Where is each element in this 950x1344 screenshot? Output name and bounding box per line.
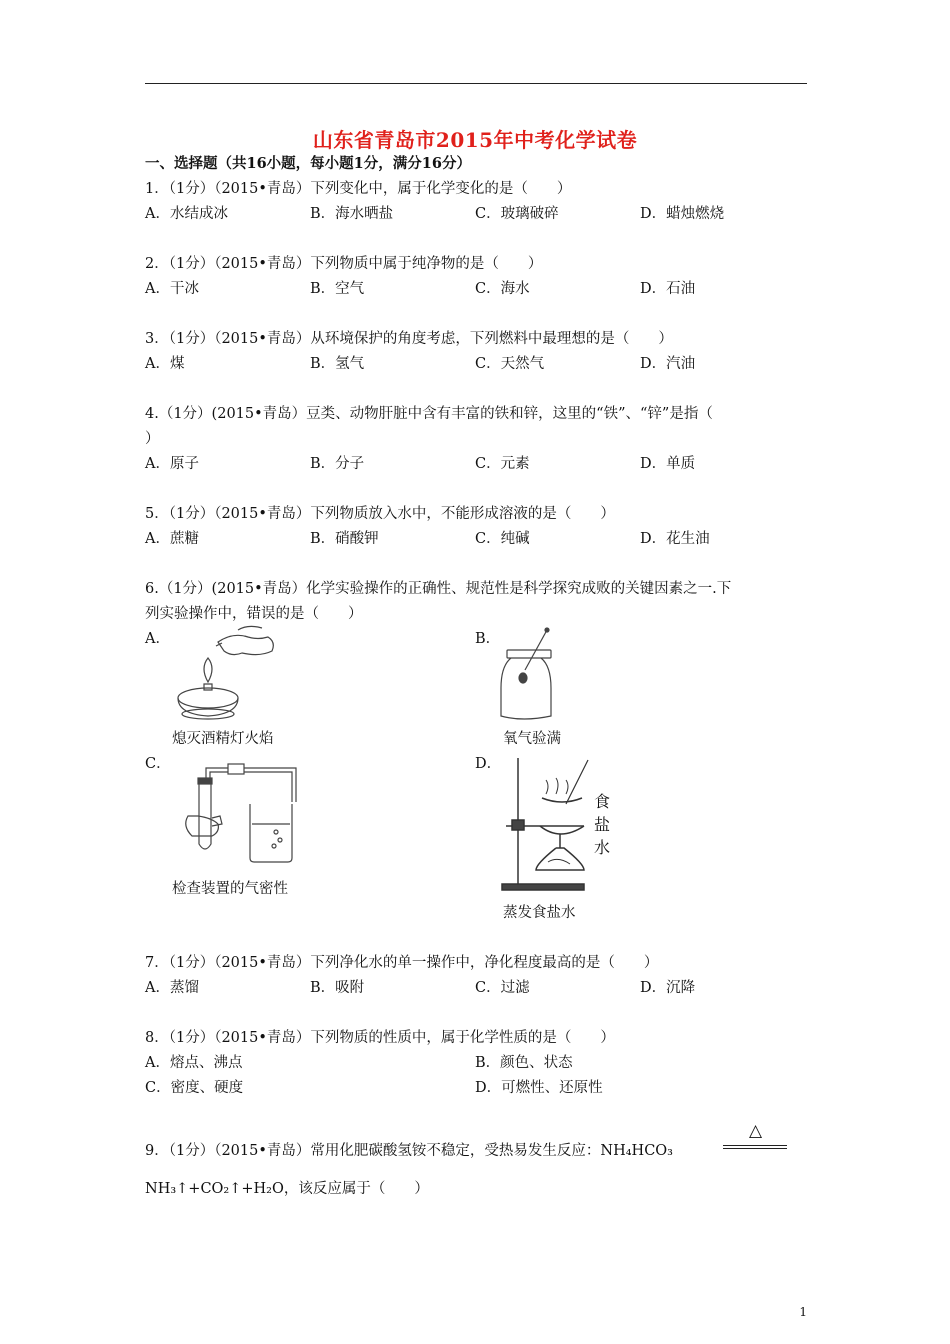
question-1-option-d[interactable]: D．蜡烛燃烧: [640, 206, 725, 222]
equals-bottom-line: [723, 1148, 787, 1149]
equals-top-line: [723, 1145, 787, 1146]
question-9-stem: 9．（1分）（2015•青岛）常用化肥碳酸氢铵不稳定，受热易发生反应：NH₄HCO₃: [145, 1143, 673, 1159]
question-3-option-a[interactable]: A．煤: [145, 356, 185, 372]
question-4-option-a[interactable]: A．原子: [145, 456, 199, 472]
page-number: 1: [799, 1305, 807, 1319]
airtightness-check-figure: [168, 758, 298, 868]
question-2-stem: 2．（1分）（2015•青岛）下列物质中属于纯净物的是（ ）: [145, 256, 543, 272]
question-7-stem: 7．（1分）（2015•青岛）下列净化水的单一操作中，净化程度最高的是（ ）: [145, 955, 659, 971]
question-8-stem: 8．（1分）（2015•青岛）下列物质的性质中，属于化学性质的是（ ）: [145, 1030, 615, 1046]
question-1-stem: 1．（1分）（2015•青岛）下列变化中，属于化学变化的是（ ）: [145, 181, 572, 197]
question-5-option-c[interactable]: C．纯碱: [475, 531, 530, 547]
question-7-option-b[interactable]: B．吸附: [310, 980, 365, 996]
question-5-option-a[interactable]: A．蔗糖: [145, 531, 199, 547]
question-1-option-c[interactable]: C．玻璃破碎: [475, 206, 559, 222]
question-7-option-a[interactable]: A．蒸馏: [145, 980, 199, 996]
question-1-option-a[interactable]: A．水结成冰: [145, 206, 228, 222]
question-4-stem: 4.（1分）(2015•青岛）豆类、动物肝脏中含有丰富的铁和锌，这里的“铁”、“锌”是指（: [145, 406, 713, 422]
question-3-option-d[interactable]: D．汽油: [640, 356, 696, 372]
question-2-option-c[interactable]: C．海水: [475, 281, 530, 297]
evaporation-setup-figure: [500, 754, 600, 894]
question-7-option-c[interactable]: C．过滤: [475, 980, 530, 996]
question-8-option-a[interactable]: A．熔点、沸点: [145, 1055, 243, 1071]
alcohol-lamp-extinguish-figure: [168, 622, 280, 722]
question-7-option-d[interactable]: D．沉降: [640, 980, 696, 996]
header-rule: [145, 83, 807, 84]
question-4-option-c[interactable]: C．元素: [475, 456, 530, 472]
question-6-option-b[interactable]: B．: [475, 631, 501, 647]
question-6-caption-b: 氧气验满: [503, 731, 561, 747]
question-3-option-b[interactable]: B．氢气: [310, 356, 365, 372]
section-heading: 一、选择题（共16小题，每小题1分，满分16分）: [145, 155, 471, 172]
question-8-option-d[interactable]: D．可燃性、还原性: [475, 1080, 603, 1096]
question-1-option-b[interactable]: B．海水晒盐: [310, 206, 394, 222]
question-3-stem: 3．（1分）（2015•青岛）从环境保护的角度考虑，下列燃料中最理想的是（ ）: [145, 331, 673, 347]
question-6-caption-d: 蒸发食盐水: [503, 905, 576, 921]
question-5-option-b[interactable]: B．硝酸钾: [310, 531, 379, 547]
question-6-stem: 6.（1分）(2015•青岛）化学实验操作的正确性、规范性是科学探究成败的关键因素之一.下: [145, 581, 732, 597]
question-6-stem-continued: 列实验操作中，错误的是（ ）: [145, 606, 363, 622]
question-4-option-b[interactable]: B．分子: [310, 456, 365, 472]
question-9-stem-continued: NH₃↑+CO₂↑+H₂O，该反应属于（ ）: [145, 1181, 429, 1197]
salt-water-label: 食 盐 水: [594, 792, 611, 857]
question-5-option-d[interactable]: D．花生油: [640, 531, 710, 547]
reaction-condition: [723, 1121, 787, 1151]
question-2-option-d[interactable]: D．石油: [640, 281, 696, 297]
document-title: 山东省青岛市2015年中考化学试卷: [312, 128, 638, 152]
oxygen-bottle-figure: [495, 626, 565, 724]
heat-triangle-icon: △: [749, 1121, 763, 1141]
question-5-stem: 5．（1分）（2015•青岛）下列物质放入水中，不能形成溶液的是（ ）: [145, 506, 615, 522]
question-3-option-c[interactable]: C．天然气: [475, 356, 545, 372]
question-2-option-b[interactable]: B．空气: [310, 281, 365, 297]
question-6-caption-a: 熄灭酒精灯火焰: [172, 731, 274, 747]
question-2-option-a[interactable]: A．干冰: [145, 281, 199, 297]
question-6-caption-c: 检查装置的气密性: [172, 881, 288, 897]
question-8-option-b[interactable]: B．颜色、状态: [475, 1055, 573, 1071]
question-4-stem-continued: ）: [145, 431, 160, 447]
question-8-option-c[interactable]: C．密度、硬度: [145, 1080, 244, 1096]
question-4-option-d[interactable]: D．单质: [640, 456, 696, 472]
question-6-option-c[interactable]: C．: [145, 756, 171, 772]
question-6-option-d[interactable]: D．: [475, 756, 502, 772]
question-6-option-a[interactable]: A．: [145, 631, 170, 647]
